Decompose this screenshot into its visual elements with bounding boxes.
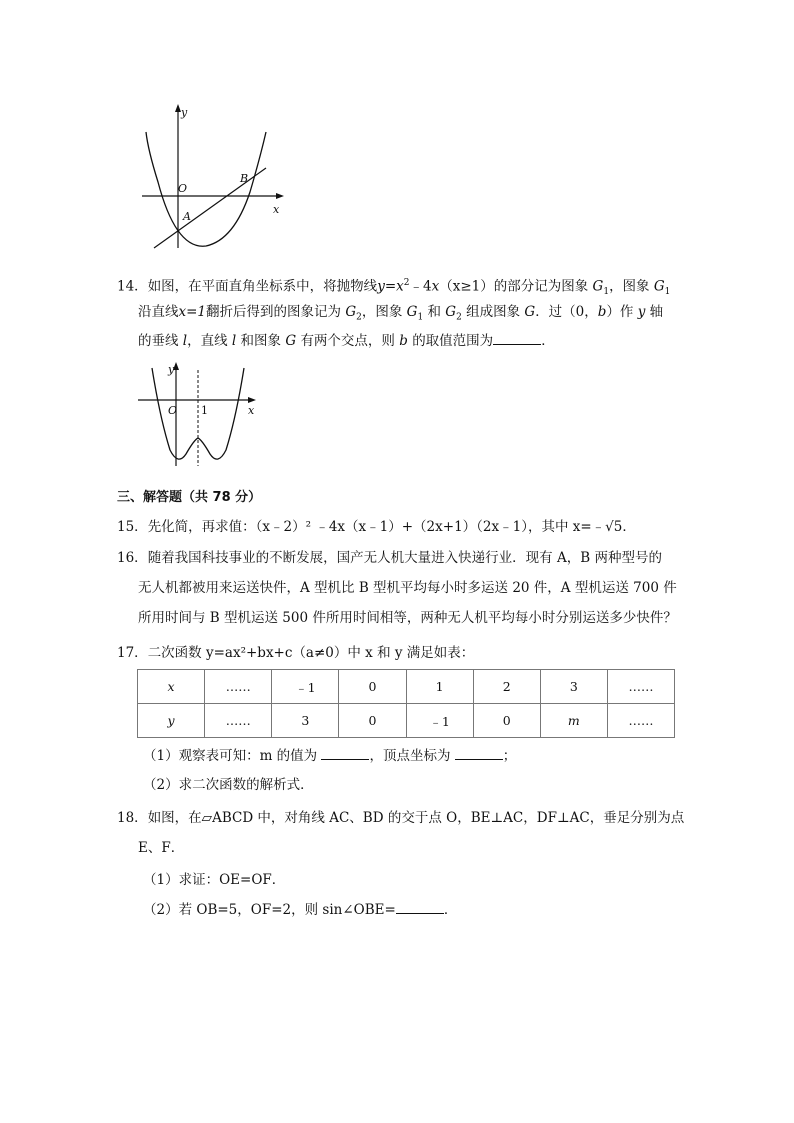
table-cell: 0: [339, 704, 406, 738]
label-x: x: [273, 203, 280, 216]
table-cell: ……: [607, 704, 674, 738]
q14-line1: 14．如图，在平面直角坐标系中，将抛物线$y=x^2﹣4x(x\ge 1)$的部分记为图象 $G_1$，图象 $G_1$: [117, 278, 671, 298]
table-cell: 3: [540, 670, 607, 704]
answer-blank: [493, 332, 541, 345]
table-cell: 2: [473, 670, 540, 704]
label-b: B: [240, 172, 249, 185]
table-cell: ……: [607, 670, 674, 704]
q18-part2: （2）若 OB=5，OF=2，则 sin∠OBE= ．: [143, 902, 458, 918]
table-cell: ……: [205, 704, 272, 738]
q15: 15．先化简，再求值：（x﹣2）² ﹣4x（x﹣1）+（2x+1）（2x﹣1），其中 x=﹣√5．: [117, 519, 636, 535]
x-axis-arrow: [248, 397, 256, 403]
table-cell: ﹣1: [406, 704, 473, 738]
parabola: [146, 132, 266, 246]
label-y: y: [168, 363, 175, 376]
label-origin: O: [178, 182, 188, 195]
figure-q14: [134, 358, 264, 470]
table-cell: m: [540, 704, 607, 738]
table-row: [138, 670, 675, 704]
q16-line2: 无人机都被用来运送快件，A 型机比 B 型机平均每小时多运送 20 件，A 型机运送 700 件: [138, 580, 677, 596]
answer-blank: [321, 747, 369, 760]
x-axis-arrow: [276, 193, 284, 199]
q17-part1: （1）观察表可知：m 的值为 ，顶点坐标为 ；: [143, 748, 517, 764]
q18-line1: 18．如图，在▱ABCD 中，对角线 AC、BD 的交于点 O，BE⊥AC，DF⊥AC，垂足分别为点: [117, 810, 685, 826]
figure-q13: [136, 100, 296, 255]
answer-blank: [396, 901, 444, 914]
q17-stem: 17．二次函数 y=ax²+bx+c（a≠0）中 x 和 y 满足如表：: [117, 645, 475, 661]
q16-line3: 所用时间与 B 型机运送 500 件所用时间相等，两种无人机平均每小时分别运送多少快件？: [138, 610, 677, 626]
label-x: x: [248, 404, 255, 417]
label-a: A: [183, 210, 191, 223]
table-cell: x: [138, 670, 205, 704]
answer-blank: [455, 747, 503, 760]
table-cell: 0: [473, 704, 540, 738]
table-cell: 0: [339, 670, 406, 704]
q14-line2: 沿直线x=1翻折后得到的图象记为 $G_2$，图象 $G_1$ 和 $G_2$ 组成图象 G．过（0，b）作 y 轴: [138, 304, 664, 323]
q16-line1: 16．随着我国科技事业的不断发展，国产无人机大量进入快递行业．现有 A，B 两种型号的: [117, 550, 662, 566]
section-title: 三、解答题（共 78 分）: [117, 490, 262, 505]
label-y: y: [181, 106, 188, 119]
table-row: [138, 704, 675, 738]
q17-part2: （2）求二次函数的解析式．: [143, 777, 314, 793]
q18-line2: E、F．: [138, 840, 185, 856]
q18-part1: （1）求证：OE=OF．: [143, 872, 286, 888]
label-one: 1: [201, 404, 208, 417]
table-cell: ……: [205, 670, 272, 704]
table-cell: ﹣1: [272, 670, 339, 704]
label-origin: O: [168, 404, 178, 417]
q14-line3: 的垂线 l，直线 l 和图象 G 有两个交点，则 b 的取值范围为 ．: [138, 333, 555, 349]
line-ab: [154, 168, 266, 248]
table-cell: 3: [272, 704, 339, 738]
value-table: [137, 669, 675, 738]
table-cell: 1: [406, 670, 473, 704]
table-cell: y: [138, 704, 205, 738]
